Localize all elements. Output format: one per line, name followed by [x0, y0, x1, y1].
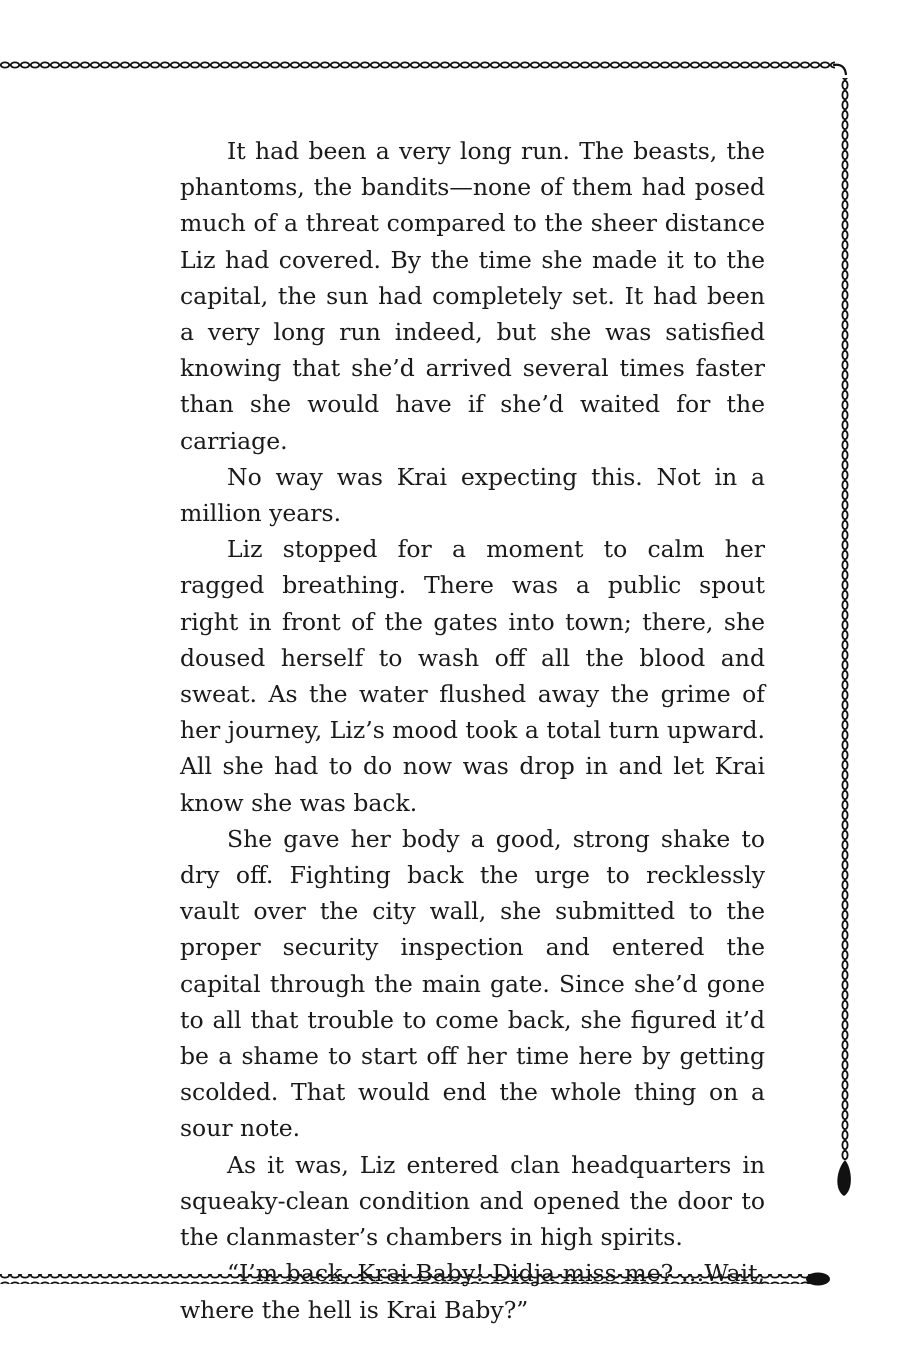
chain-top: [0, 60, 835, 70]
paragraph: Liz stopped for a moment to calm her ragged breathing. There was a public spout right in front of the gates into town; there, she doused herself to wash off all the blood and sweat. As the water flushed away the grime of her journey, Liz’s mood took a total turn upward. All she had to do now was drop in and let Krai know she was back.: [180, 535, 765, 817]
chain-pendant: [837, 1160, 851, 1196]
paragraph: As it was, Liz entered clan headquarters in squeaky-clean condition and opened the door to the clanmaster’s chambers in high spirits.: [180, 1150, 765, 1252]
paragraph: “I’m back, Krai Baby! Didja miss me? …Wait, where the hell is Krai Baby?”: [180, 1259, 765, 1324]
chain-end-bead: [806, 1273, 830, 1286]
paragraph: No way was Krai expecting this. Not in a million years.: [180, 462, 765, 528]
body-text: [180, 133, 765, 1328]
chain-right-links: [840, 78, 850, 1350]
paragraph: She gave her body a good, strong shake to dry off. Fighting back the urge to recklessly vault over the city wall, she submitted to the proper security inspection and entered the capital through the main gate. Since she’d gone to all that trouble to come back, she figured it’d be a shame to start off her time here by getting scolded. That would end the whole thing on a sour note.: [180, 824, 765, 1143]
paragraph: It had been a very long run. The beasts, the phantoms, the bandits—none of them had posed much of a threat compared to the sheer distance Liz had covered. By the time she made it to the capital, the sun had completely set. It had been a very long run indeed, but she was satisfied knowing that she’d arrived several times faster than she would have if she’d waited for the carriage.: [180, 137, 765, 455]
